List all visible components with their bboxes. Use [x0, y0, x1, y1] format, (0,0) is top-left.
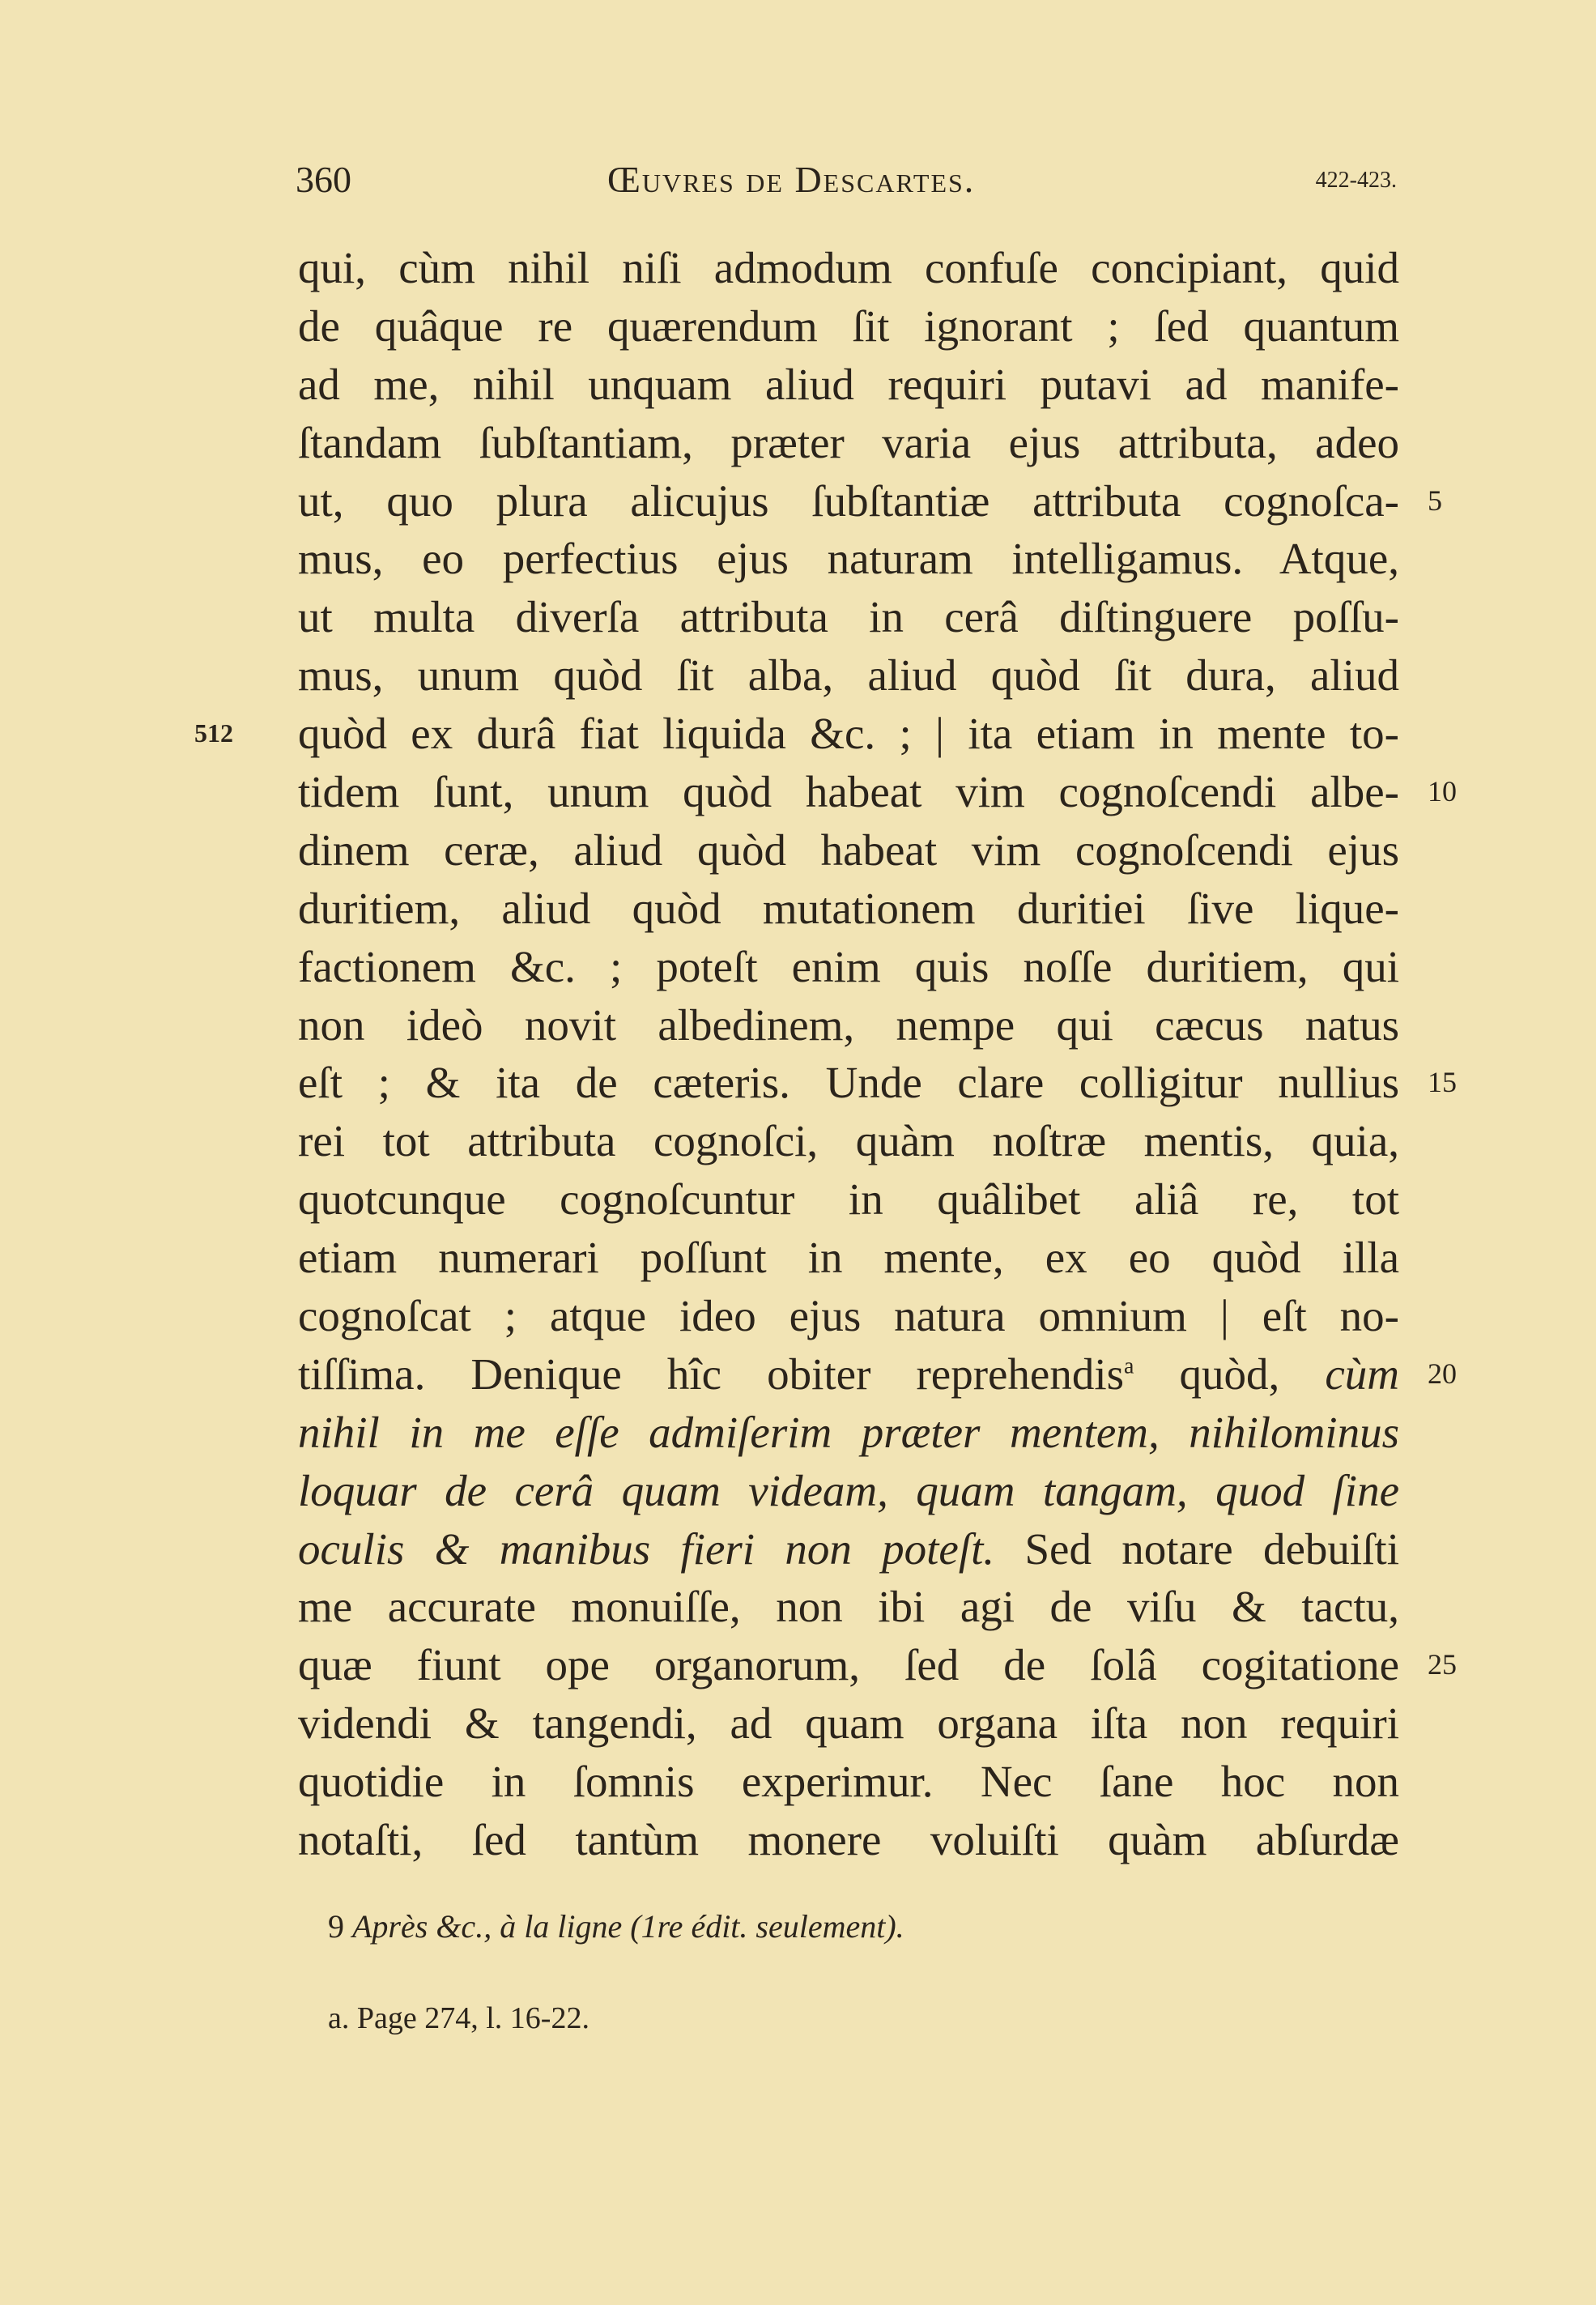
text-line	[298, 938, 1399, 996]
running-title: Œuvres de Descartes.	[607, 159, 976, 200]
text-segment: Sed notare debuiſti	[994, 1523, 1399, 1574]
text-line	[298, 1753, 1399, 1811]
text-segment: factionem &c. ; poteſt enim quis noſſe duritiem, qui	[298, 941, 1399, 991]
text-line	[298, 356, 1399, 414]
text-segment: quotidie in ſomnis experimur. Nec ſane hoc non	[298, 1757, 1399, 1807]
text-segment: tidem ſunt, unum quòd habeat vim cognoſcendi albe-	[298, 767, 1399, 817]
text-line	[298, 646, 1399, 705]
text-line	[298, 1404, 1399, 1462]
text-line	[298, 530, 1399, 588]
page-number: 360	[296, 159, 351, 200]
text-line	[298, 821, 1399, 880]
text-line	[298, 1578, 1399, 1636]
footnote-variant	[328, 1907, 904, 1945]
text-line	[298, 1811, 1399, 1869]
text-segment: rei tot attributa cognoſci, quàm noſtræ mentis, quia,	[298, 1116, 1399, 1166]
footnote-variant-number: 9	[328, 1908, 344, 1945]
text-segment: cognoſcat ; atque ideo ejus natura omnium | eſt no-	[298, 1291, 1399, 1341]
text-line	[194, 705, 1399, 763]
line-number: 20	[1428, 1357, 1457, 1390]
text-segment: de quâque re quærendum ſit ignorant ; ſed quantum	[298, 300, 1399, 351]
text-segment: etiam numerari poſſunt in mente, ex eo quòd illa	[298, 1233, 1399, 1283]
text-segment: tiſſima. Denique hîc obiter reprehendis	[298, 1348, 1125, 1399]
text-line	[298, 588, 1399, 646]
text-line	[298, 880, 1399, 938]
text-line	[298, 1229, 1399, 1287]
margin-page-reference: 512	[194, 718, 233, 748]
footnote-variant-text: Après &c., à la ligne (1re édit. seulement).	[352, 1908, 904, 1945]
text-segment: ut multa diverſa attributa in cerâ diſtinguere poſſu-	[298, 592, 1399, 642]
line-number: 25	[1428, 1648, 1457, 1681]
footnote-reference: a. Page 274, l. 16-22.	[328, 2001, 589, 2035]
text-segment: quæ fiunt ope organorum, ſed de ſolâ cogitatione	[298, 1640, 1399, 1690]
text-segment: quotcunque cognoſcuntur in quâlibet aliâ re, tot	[298, 1174, 1399, 1225]
text-segment: ad me, nihil unquam aliud requiri putavi ad manife-	[298, 359, 1399, 409]
footnote-marker: a	[1124, 1353, 1134, 1379]
text-segment: quòd,	[1134, 1348, 1326, 1399]
text-segment: videndi & tangendi, ad quam organa iſta non requiri	[298, 1698, 1399, 1749]
text-segment: ſtandam ſubſtantiam, præter varia ejus attributa, adeo	[298, 417, 1399, 467]
page-range: 422-423.	[1315, 168, 1397, 193]
text-line	[298, 1636, 1457, 1694]
text-line	[298, 414, 1399, 472]
text-line	[298, 1345, 1457, 1404]
text-segment: cùm	[1325, 1348, 1399, 1399]
text-line	[298, 1520, 1399, 1579]
text-line	[298, 1112, 1399, 1170]
text-segment: loquar de cerâ quam videam, quam tangam, quod ſine	[298, 1465, 1399, 1515]
text-line	[298, 1462, 1399, 1520]
text-line	[298, 239, 1399, 297]
text-segment: me accurate monuiſſe, non ibi agi de viſu & tactu,	[298, 1582, 1399, 1632]
text-segment: mus, unum quòd ſit alba, aliud quòd ſit dura, aliud	[298, 650, 1399, 701]
line-number: 5	[1428, 484, 1442, 517]
text-segment: non ideò novit albedinem, nempe qui cæcus natus	[298, 999, 1399, 1050]
line-number: 10	[1428, 775, 1457, 808]
text-line	[298, 1694, 1399, 1753]
text-line	[298, 1170, 1399, 1229]
text-segment: oculis & manibus fieri non poteſt.	[298, 1523, 995, 1574]
body-text	[194, 239, 1457, 1869]
line-number: 15	[1428, 1066, 1457, 1099]
text-segment: mus, eo perfectius ejus naturam intelligamus. Atque,	[298, 534, 1399, 584]
text-segment: dinem ceræ, aliud quòd habeat vim cognoſcendi ejus	[298, 824, 1399, 875]
text-segment: quòd ex durâ fiat liquida &c. ; | ita etiam in mente to-	[298, 709, 1399, 759]
text-line	[298, 297, 1399, 356]
text-line	[298, 1054, 1457, 1112]
text-segment: notaſti, ſed tantùm monere voluiſti quàm abſurdæ	[298, 1815, 1399, 1865]
text-segment: qui, cùm nihil niſi admodum confuſe concipiant, quid	[298, 243, 1399, 292]
text-segment: nihil in me eſſe admiſerim præter mentem, nihilominus	[298, 1407, 1399, 1457]
text-segment: eſt ; & ita de cæteris. Unde clare colligitur nullius	[298, 1058, 1399, 1108]
text-line	[298, 763, 1457, 821]
text-line	[298, 996, 1399, 1055]
text-line	[298, 472, 1442, 530]
text-segment: ut, quo plura alicujus ſubſtantiæ attributa cognoſca-	[298, 475, 1399, 526]
text-line	[298, 1287, 1399, 1345]
text-segment: duritiem, aliud quòd mutationem duritiei ſive lique-	[298, 883, 1399, 933]
page-header	[296, 158, 1397, 215]
